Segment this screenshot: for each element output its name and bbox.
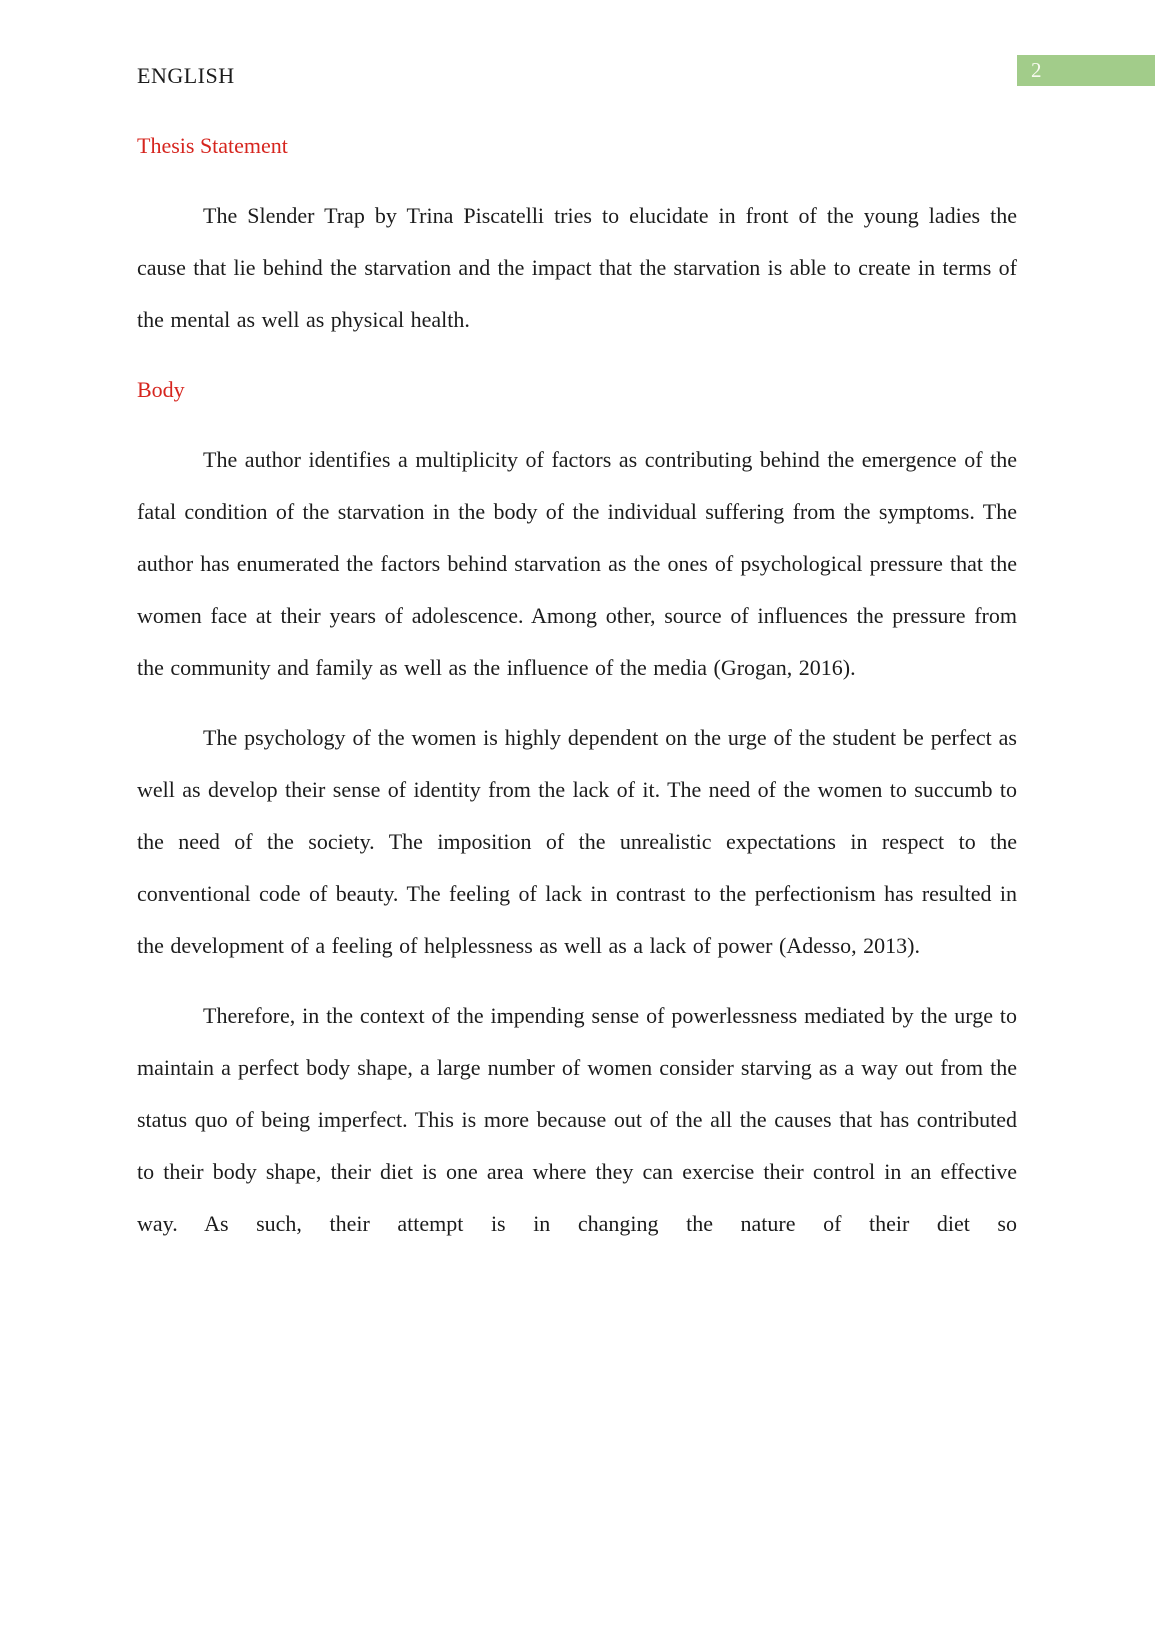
page-number-badge xyxy=(1017,55,1155,86)
page-number: 2 xyxy=(1031,58,1042,82)
body-paragraph-2: The psychology of the women is highly dependent on the urge of the student be perfect as well as develop their sense of identity from the lack of it. The need of the women to succumb to the need of the society. The imposition of the unrealistic expectations in respect to the conventional code of beauty. The feeling of lack in contrast to the perfectionism has resulted in the development of a feeling of helplessness as well as a lack of power (Adesso, 2013). xyxy=(137,725,1017,958)
body-paragraph-3: Therefore, in the context of the impending sense of powerlessness mediated by the urge to maintain a perfect body shape, a large number of women consider starving as a way out from the status quo of being imperfect. This is more because out of the all the causes that has contributed to their body shape, their diet is one area where they can exercise their control in an effective way. As such, their attempt is in changing the nature of their diet so xyxy=(137,1003,1017,1236)
body-paragraph-1: The author identifies a multiplicity of factors as contributing behind the emergence of the fatal condition of the starvation in the body of the individual suffering from the symptoms. The author has enumerated the factors behind starvation as the ones of psychological pressure that the women face at their years of adolescence. Among other, source of influences the pressure from the community and family as well as the influence of the media (Grogan, 2016). xyxy=(137,447,1017,680)
section-heading-thesis-statement: Thesis Statement xyxy=(137,133,288,158)
document-content xyxy=(137,50,1017,1268)
thesis-paragraph: The Slender Trap by Trina Piscatelli tries to elucidate in front of the young ladies the cause that lie behind the starvation and the impact that the starvation is able to create in terms of the mental as well as physical health. xyxy=(137,203,1017,332)
section-heading-body: Body xyxy=(137,377,185,402)
running-head: ENGLISH xyxy=(137,63,235,88)
